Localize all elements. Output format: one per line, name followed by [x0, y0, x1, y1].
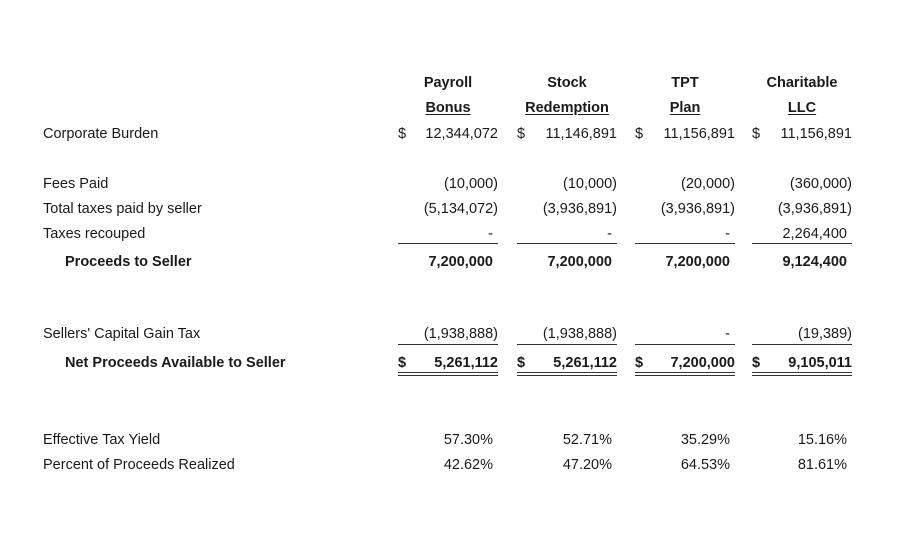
taxes-recouped-value: 2,264,400	[782, 226, 847, 242]
currency-symbol: $	[517, 126, 526, 142]
column-header-line2	[635, 100, 735, 116]
effective-tax-yield-value: 57.30%	[443, 432, 493, 448]
percent-realized-label: Percent of Proceeds Realized	[43, 457, 235, 473]
effective-tax-yield-label: Effective Tax Yield	[43, 432, 161, 448]
net-proceeds-value	[752, 353, 852, 373]
subtotal-rule	[752, 243, 852, 244]
column-header-line1: TPT	[671, 75, 699, 91]
column-header-line1: Stock	[547, 75, 587, 91]
proceeds-to-seller-value: 7,200,000	[665, 254, 730, 270]
amount: 9,105,011	[788, 355, 852, 371]
subtotal-rule	[517, 243, 617, 244]
amount: 7,200,000	[670, 355, 735, 371]
capital-gain-tax-value: (19,389)	[797, 326, 852, 342]
subtotal-rule	[752, 344, 852, 345]
amount: 11,146,891	[545, 126, 617, 142]
effective-tax-yield-value: 15.16%	[797, 432, 847, 448]
total-taxes-paid-row	[0, 199, 900, 219]
total-taxes-paid-value: (3,936,891)	[542, 201, 617, 217]
effective-tax-yield-row	[0, 430, 900, 450]
taxes-recouped-label: Taxes recouped	[43, 226, 146, 242]
corporate-burden-value	[398, 124, 498, 144]
currency-symbol: $	[635, 126, 644, 142]
percent-realized-row	[0, 455, 900, 475]
fees-paid-label: Fees Paid	[43, 176, 109, 192]
percent-realized-value: 81.61%	[797, 457, 847, 473]
currency-symbol: $	[398, 126, 407, 142]
amount: 5,261,112	[553, 355, 617, 371]
capital-gain-tax-row	[0, 324, 900, 344]
effective-tax-yield-value: 35.29%	[680, 432, 730, 448]
taxes-recouped-value: -	[725, 226, 730, 242]
capital-gain-tax-value: (1,938,888)	[423, 326, 498, 342]
amount: 11,156,891	[780, 126, 852, 142]
total-taxes-paid-value: (5,134,072)	[423, 201, 498, 217]
corporate-burden-value	[752, 124, 852, 144]
capital-gain-tax-value: (1,938,888)	[542, 326, 617, 342]
percent-realized-value: 47.20%	[562, 457, 612, 473]
fees-paid-value: (20,000)	[680, 176, 735, 192]
capital-gain-tax-value: -	[725, 326, 730, 342]
subtotal-rule	[398, 243, 498, 244]
total-taxes-paid-value: (3,936,891)	[660, 201, 735, 217]
subtotal-rule	[635, 243, 735, 244]
corporate-burden-value	[635, 124, 735, 144]
capital-gain-tax-label: Sellers' Capital Gain Tax	[43, 326, 201, 342]
total-double-rule	[517, 372, 617, 376]
column-header-underlined: Redemption	[525, 100, 609, 116]
proceeds-to-seller-label: Proceeds to Seller	[65, 254, 192, 270]
net-proceeds-row	[0, 353, 900, 373]
amount: 12,344,072	[425, 126, 498, 142]
subtotal-rule	[635, 344, 735, 345]
net-proceeds-value	[635, 353, 735, 373]
percent-realized-value: 64.53%	[680, 457, 730, 473]
column-header-underlined: Bonus	[425, 100, 471, 116]
column-header-line2	[517, 100, 617, 116]
currency-symbol: $	[517, 355, 526, 371]
column-header-underlined: LLC	[787, 100, 817, 116]
currency-symbol: $	[752, 126, 761, 142]
proceeds-to-seller-value: 7,200,000	[428, 254, 493, 270]
fees-paid-value: (10,000)	[562, 176, 617, 192]
column-header-underlined: Plan	[669, 100, 701, 116]
currency-symbol: $	[635, 355, 644, 371]
currency-symbol: $	[398, 355, 407, 371]
percent-realized-value: 42.62%	[443, 457, 493, 473]
corporate-burden-value	[517, 124, 617, 144]
total-taxes-paid-label: Total taxes paid by seller	[43, 201, 202, 217]
currency-symbol: $	[752, 355, 761, 371]
proceeds-to-seller-row	[0, 252, 900, 272]
total-double-rule	[752, 372, 852, 376]
net-proceeds-label: Net Proceeds Available to Seller	[65, 355, 286, 371]
amount: 5,261,112	[434, 355, 498, 371]
net-proceeds-value	[398, 353, 498, 373]
total-double-rule	[398, 372, 498, 376]
corporate-burden-row	[0, 124, 900, 144]
fees-paid-row	[0, 174, 900, 194]
fees-paid-value: (360,000)	[789, 176, 852, 192]
column-header-line2	[398, 100, 498, 116]
effective-tax-yield-value: 52.71%	[562, 432, 612, 448]
column-header-line1: Charitable	[766, 75, 838, 91]
total-taxes-paid-value: (3,936,891)	[777, 201, 852, 217]
column-header-line1: Payroll	[423, 75, 473, 91]
subtotal-rule	[398, 344, 498, 345]
taxes-recouped-row	[0, 224, 900, 244]
proceeds-to-seller-value: 9,124,400	[782, 254, 847, 270]
amount: 11,156,891	[663, 126, 735, 142]
fees-paid-value: (10,000)	[443, 176, 498, 192]
subtotal-rule	[517, 344, 617, 345]
proceeds-to-seller-value: 7,200,000	[547, 254, 612, 270]
taxes-recouped-value: -	[488, 226, 493, 242]
net-proceeds-value	[517, 353, 617, 373]
corporate-burden-label: Corporate Burden	[43, 126, 159, 142]
column-header-line2	[752, 100, 852, 116]
total-double-rule	[635, 372, 735, 376]
taxes-recouped-value: -	[607, 226, 612, 242]
